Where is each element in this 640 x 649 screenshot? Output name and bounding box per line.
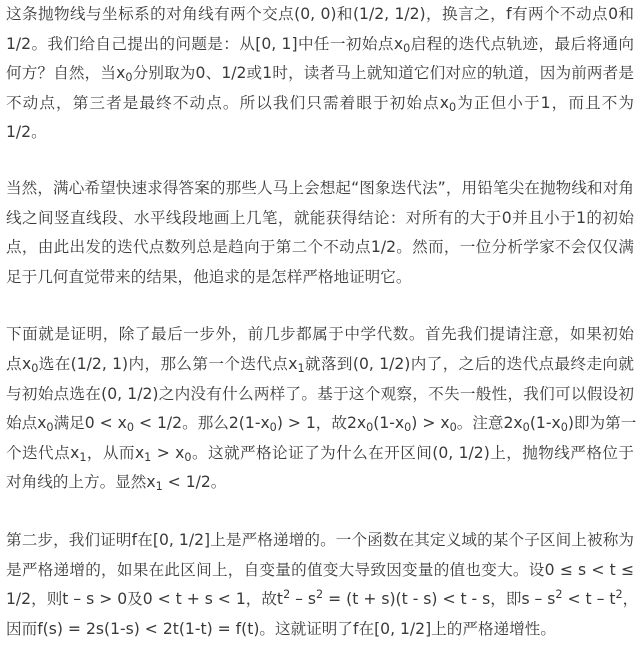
text-line: 个迭代点$x_1$，从而$x_1 > x_0$。这就严格论证了为什么在开区间(0, 1/2)上，抛物线严格位于 xyxy=(6,443,634,464)
text-line: 1/2。我们给自己提出的问题是：从[0, 1]中任一初始点$x_0$启程的迭代点轨迹，最后将通向 xyxy=(6,34,634,55)
text-line: 1/2，则t – s > 0及0 < t + s < 1，故$t^2 - s^2 = (t + s)(t - s) < t - s$，即$s - s^2 < t - t^2$， xyxy=(6,587,639,609)
text-line: 与初始点选在(0, 1/2)之内没有什么两样了。基于这个观察，不失一般性，我们可以假设初 xyxy=(6,384,634,403)
text-line: 不动点，第三者是最终不动点。所以我们只需着眼于初始点$x_0$为正但小于1，而且不为 xyxy=(6,93,635,114)
text-line: 始点$x_0$满足$0 < x_0 < 1/2$。那么$2(1-x_0) > 1$，故$2x_0(1-x_0) > x_0$。注意$2x_0(1-x_0)$即为第一 xyxy=(6,414,637,434)
text-line: 点$x_0$选在(1/2, 1)内，那么第一个迭代点$x_1$就落到(0, 1/2)内了，之后的迭代点最终走向就 xyxy=(6,354,634,375)
text-line: 是严格递增的，如果在此区间上，自变量的值变大导致因变量的值也变大。设0 ≤ s < t ≤ xyxy=(6,560,634,579)
paragraph-graphical-iteration xyxy=(6,174,634,292)
text-line: 这条抛物线与坐标系的对角线有两个交点(0, 0)和(1/2, 1/2)，换言之，f有两个不动点0和 xyxy=(6,5,634,23)
text-line: 对角线的上方。显然$x_1 < 1/2$。 xyxy=(6,473,227,494)
paragraph-proof-step-two xyxy=(6,526,639,644)
text-line: 第二步，我们证明f在[0, 1/2]上是严格递增的。一个函数在其定义域的某个子区间上被称为 xyxy=(6,530,634,549)
text-line: 点，由此出发的迭代点数列总是趋向于第二个不动点1/2。然而，一位分析学家不会仅仅满 xyxy=(6,238,634,257)
text-line: 线之间竖直线段、水平线段地画上几笔，就能获得结论：对所有的大于0并且小于1的初始 xyxy=(6,208,634,227)
text-line: 当然，满心希望快速求得答案的那些人马上会想起“图象迭代法”，用铅笔尖在抛物线和对角 xyxy=(6,178,634,197)
text-line: 何方？自然，当$x_0$分别取为0、1/2或1时，读者马上就知道它们对应的轨道，因为前两者是 xyxy=(6,64,634,84)
text-line: 1/2。 xyxy=(6,123,47,142)
paragraph-fixed-points xyxy=(6,0,634,148)
paragraph-proof-step-one xyxy=(6,320,637,498)
text-line: 因而f(s) = 2s(1-s) < 2t(1-t) = f(t)。这就证明了f在[0, 1/2]上的严格递增性。 xyxy=(6,619,556,638)
text-line: 下面就是证明，除了最后一步外，前几步都属于中学代数。首先我们提请注意，如果初始 xyxy=(6,325,634,344)
text-line: 足于几何直觉带来的结果，他追求的是怎样严格地证明它。 xyxy=(6,267,412,286)
